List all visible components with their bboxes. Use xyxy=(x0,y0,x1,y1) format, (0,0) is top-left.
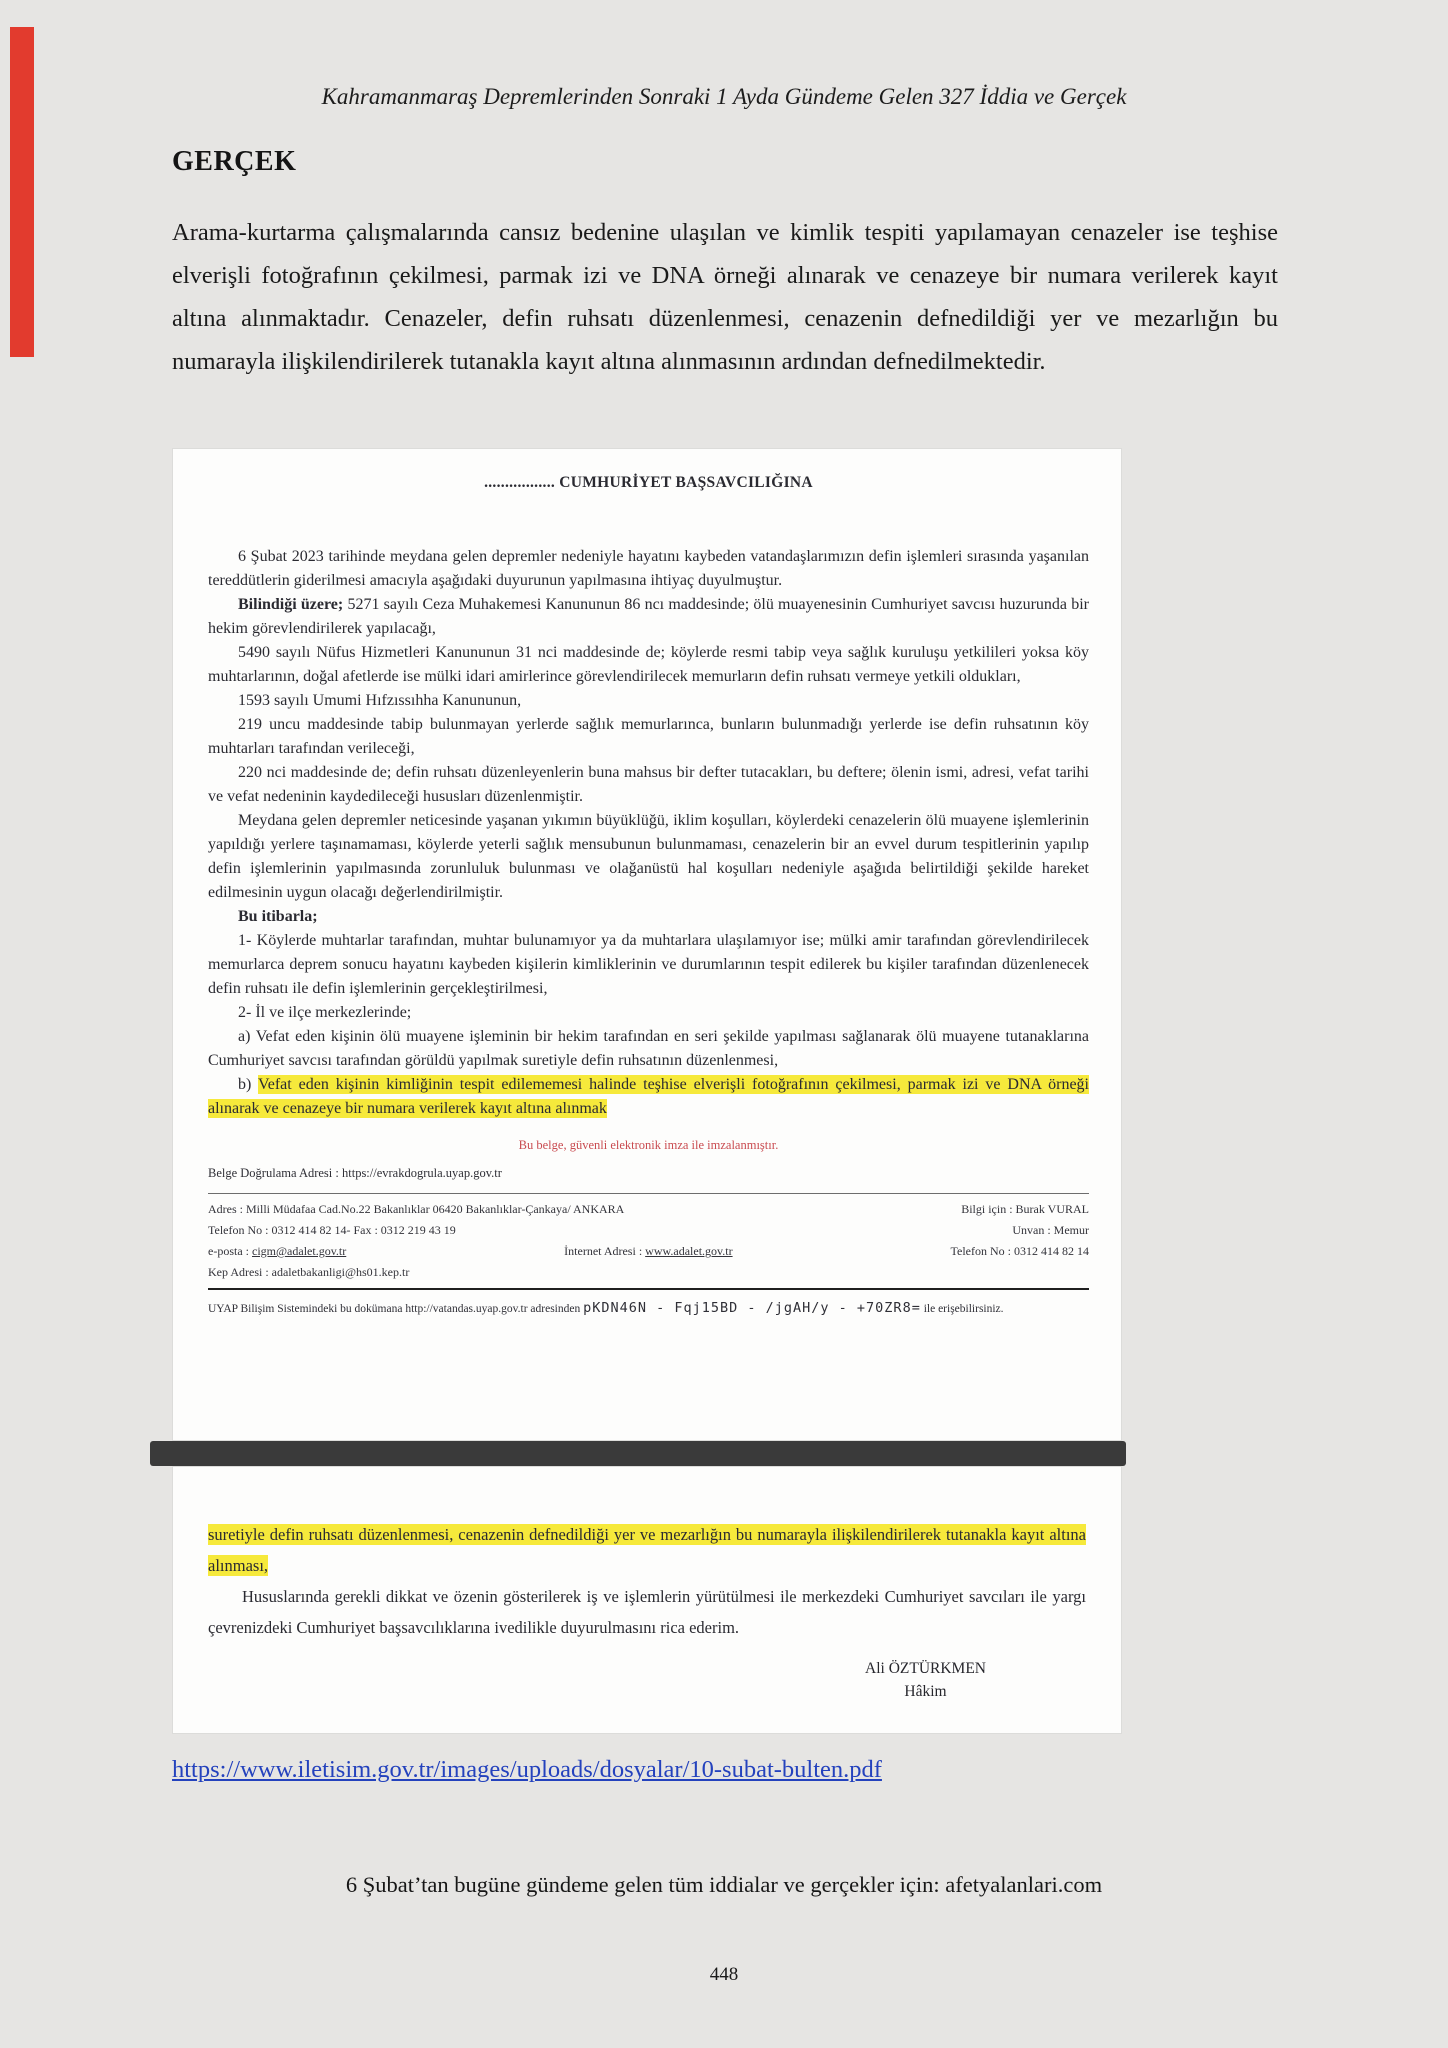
e-signature-notice: Bu belge, güvenli elektronik imza ile imzalanmıştır. xyxy=(518,1138,779,1152)
email-value: cigm@adalet.gov.tr xyxy=(252,1244,347,1258)
running-header: Kahramanmaraş Depremlerinden Sonraki 1 Ayda Gündeme Gelen 327 İddia ve Gerçek xyxy=(321,84,1127,109)
contact-kep: Kep Adresi : adaletbakanligi@hs01.kep.tr xyxy=(208,1265,410,1279)
signatory-title: Hâkim xyxy=(904,1683,947,1700)
uyap-suffix: ile erişebilirsiniz. xyxy=(923,1303,1004,1315)
contact-address: Adres : Milli Müdafaa Cad.No.22 Bakanlıklar 06420 Bakanlıklar-Çankaya/ ANKARA xyxy=(208,1202,625,1216)
lead-paragraph: Arama-kurtarma çalışmalarında cansız bedenine ulaşılan ve kimlik tespiti yapılamayan cenazeler ise teşhise elverişli fotoğrafının çekilmesi, parmak izi ve DNA örneği alınarak ve cenazeye bir numara verilerek kayıt altına alınmaktadır. Cenazeler, defin ruhsatı düzenlenmesi, cenazenin defnedildiği yer ve mezarlığın bu numarayla ilişkilendirilerek tutanakla kayıt altına alınmasının ardından defnedilmektedir. xyxy=(172,219,1278,375)
section-heading: GERÇEK xyxy=(172,146,297,177)
scanned-letter-page-2 xyxy=(172,1466,1122,1734)
letter-body: 6 Şubat 2023 tarihinde meydana gelen depremler nedeniyle hayatını kaybeden vatandaşlarımızın defin işlemleri sırasında yaşanılan tereddütlerin giderilmesi amacıyla aşağıdaki duyurunun yapılmasına ihtiyaç duyulmuştur. Bilindiği üzere; 5271 sayılı Ceza Muhakemesi Kanununun 86 ncı maddesinde; ölü muayenesinin Cumhuriyet savcısı huzurunda bir hekim görevlendirilerek yapılacağı, 5490 sayılı Nüfus Hizmetleri Kanununun 31 nci maddesinde de; köylerde resmi tabip veya sağlık kuruluşu yetkilileri yoksa köy muhtarlarının, doğal afetlerde ise mülki idari amirlerince görevlendirilecek memurların defin ruhsatı vermeye yetkili oldukları, 1593 sayılı Umumi Hıfzıssıhha Kanununun, 219 uncu maddesinde tabip bulunmayan yerlerde sağlık memurlarınca, bunların bulunmadığı yerlerde ise defin ruhsatının köy muhtarları tarafından verileceği, 220 nci maddesinde de; defin ruhsatı düzenleyenlerin buna mahsus bir defter tutacakları, bu deftere; ölenin ismi, adresi, vefat tarihi ve vefat nedeninin kaydedileceği hususları düzenlenmiştir. Meydana gelen depremler neticesinde yaşanan yıkımın büyüklüğü, iklim koşulları, köylerdeki cenazelerin ölü muayene işlemlerinin yapıldığı yerlere taşınamaması, köylerde yeterli sağlık mensubunun bulunmaması, cenazelerin bir an evvel durum tespitlerinin yapılıp defin işlemlerinin yapılmasında zorunluluk bulunması ve olağanüstü hal koşulları nedeniyle aşağıda belirtildiği şekilde hareket edilmesinin uygun olacağı değerlendirilmiştir. Bu itibarla; 1- Köylerde muhtarlar tarafından, muhtar bulunamıyor ya da muhtarlara ulaşılamıyor ise; mülki amir tarafından görevlendirilecek memurlarca deprem sonucu hayatını kaybeden kişilerin kimliklerinin ve durumlarının tespit edilerek bu kişiler tarafından düzenlenecek defin ruhsatı ile defin işlemlerinin gerçekleştirilmesi, 2- İl ve ilçe merkezlerinde; a) Vefat eden kişinin ölü muayene işleminin bir hekim tarafından en seri şekilde yapılması sağlanarak ölü muayene tutanaklarına Cumhuriyet savcısı tarafından görüldü yapılmak suretiyle defin ruhsatının düzenlenmesi, b) Vefat eden kişinin kimliğinin tespit edilememesi halinde teşhise elverişli fotoğrafının çekilmesi, parmak izi ve DNA örneği alınarak ve cenazeye bir numara verilerek kayıt altına alınmak xyxy=(208,548,1089,1117)
signatory-name: Ali ÖZTÜRKMEN xyxy=(865,1660,986,1677)
uyap-code: pKDN46N - Fqj15BD - /jgAH/y - +70ZR8= xyxy=(583,1300,921,1316)
page-separator-bar xyxy=(150,1441,1126,1466)
source-link[interactable]: https://www.iletisim.gov.tr/images/uploads/dosyalar/10-subat-bulten.pdf xyxy=(172,1756,882,1783)
red-margin-bar xyxy=(10,27,34,357)
highlighted-continuation xyxy=(208,1519,1086,1581)
verification-address-line: Belge Doğrulama Adresi : https://evrakdogrula.uyap.gov.tr xyxy=(208,1166,502,1180)
highlight-mark: suretiyle defin ruhsatı düzenlenmesi, cenazenin defnedildiği yer ve mezarlığın bu numarayla ilişkilendirilerek tutanakla kayıt altına alınması, xyxy=(208,1525,1086,1575)
contact-phone-fax: Telefon No : 0312 414 82 14- Fax : 0312 219 43 19 xyxy=(208,1223,456,1237)
contact-row-email xyxy=(208,1241,1089,1262)
closing-paragraph: Hususlarında gerekli dikkat ve özenin gösterilerek iş ve işlemlerin yürütülmesi ile merkezdeki Cumhuriyet savcıları ile yargı çevrenizdeki Cumhuriyet başsavcılıklarına ivedilikle duyurulmasını rica ederim. xyxy=(208,1587,1086,1637)
contact-email: e-posta : cigm@adalet.gov.tr xyxy=(208,1244,347,1258)
footer-note: 6 Şubat’tan bugüne gündeme gelen tüm iddialar ve gerçekler için: afetyalanlari.com xyxy=(345,1872,1103,1897)
page-number: 448 xyxy=(709,1964,739,1985)
contact-row-address xyxy=(208,1199,1089,1220)
contact-info-for: Bilgi için : Burak VURAL xyxy=(961,1202,1089,1216)
signature-block xyxy=(865,1657,986,1703)
letter-recipient-line: ................. CUMHURİYET BAŞSAVCILIĞINA xyxy=(484,474,813,491)
contact-phone2: Telefon No : 0312 414 82 14 xyxy=(950,1244,1089,1258)
contact-row-kep xyxy=(208,1262,1089,1290)
web-value: www.adalet.gov.tr xyxy=(645,1244,733,1258)
letter-contact-block xyxy=(208,1193,1089,1290)
uyap-access-line xyxy=(208,1296,1089,1321)
contact-web: İnternet Adresi : www.adalet.gov.tr xyxy=(564,1244,733,1258)
uyap-prefix: UYAP Bilişim Sistemindeki bu dokümana http://vatandas.uyap.gov.tr adresinden xyxy=(208,1303,581,1315)
scanned-letter-page-1 xyxy=(172,448,1122,1441)
contact-title: Unvan : Memur xyxy=(1012,1223,1089,1237)
contact-row-phone xyxy=(208,1220,1089,1241)
